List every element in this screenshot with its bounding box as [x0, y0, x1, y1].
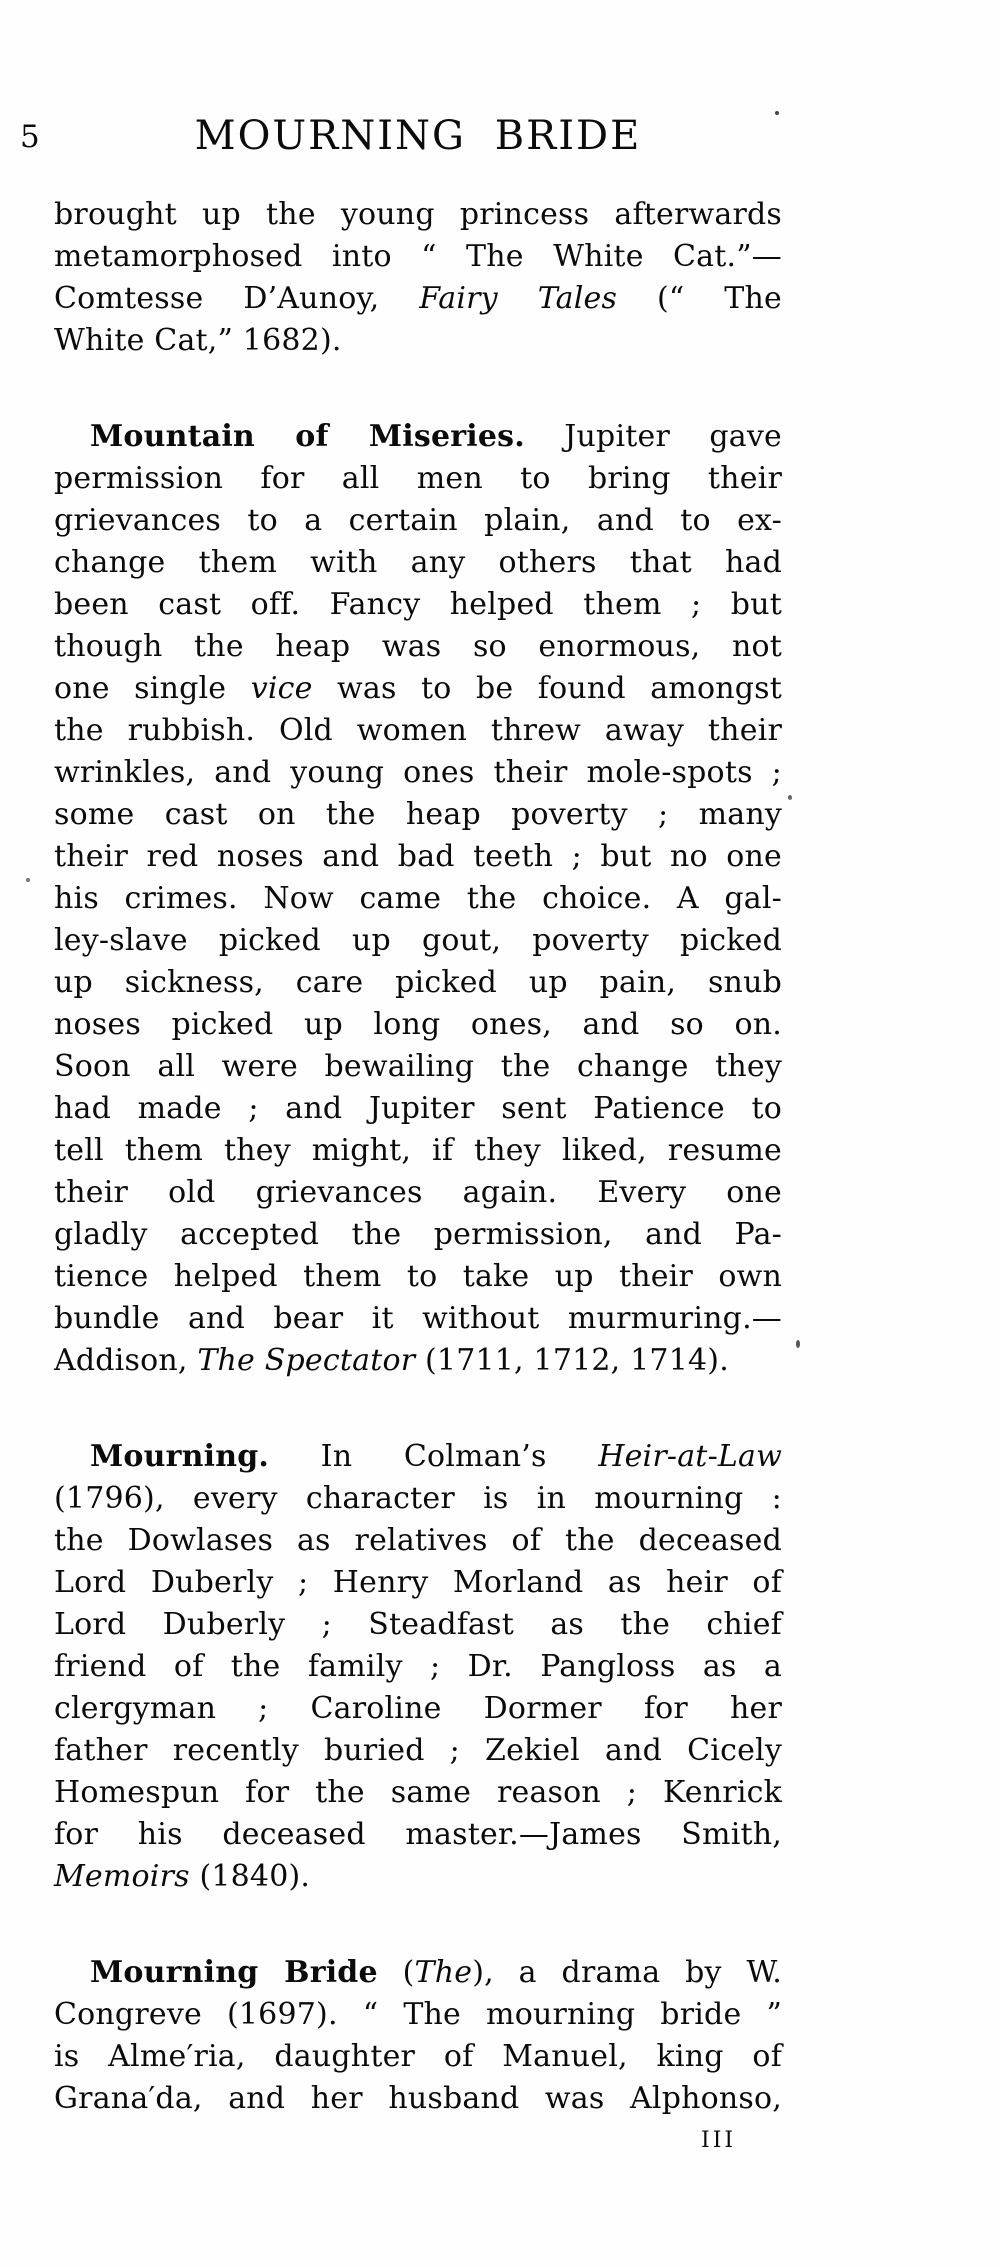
- text-run: Congreve (1697). “ The mourning bride ”: [54, 1997, 782, 2032]
- text-run: been cast off. Fancy helped them ; but: [54, 587, 782, 622]
- text-run: brought up the young princess afterwards: [54, 197, 782, 232]
- text-run: though the heap was so enormous, not: [54, 629, 782, 664]
- text-run: Grana′da, and her husband was Alphonso,: [54, 2081, 782, 2116]
- text-line: [54, 1436, 782, 1478]
- text-run: Addison,: [54, 1343, 198, 1378]
- text-run: (1711, 1712, 1714).: [415, 1343, 729, 1378]
- text-run: had made ; and Jupiter sent Patience to: [54, 1091, 782, 1126]
- text-run: Mountain of Miseries.: [90, 419, 525, 454]
- text-run: bundle and bear it without murmuring.—: [54, 1301, 782, 1336]
- text-line: [54, 1172, 782, 1214]
- text-line: [54, 752, 782, 794]
- text-run: Jupiter gave: [524, 419, 782, 454]
- text-line: [54, 1856, 782, 1898]
- entries: [54, 194, 782, 2120]
- text-run: for his deceased master.—James Smith,: [54, 1817, 782, 1852]
- text-line: [54, 584, 782, 626]
- text-line: [54, 1772, 782, 1814]
- text-line: [54, 416, 782, 458]
- text-line: [54, 668, 782, 710]
- text-run: his crimes. Now came the choice. A gal-: [54, 881, 782, 916]
- scan-speck: [788, 795, 792, 800]
- text-run: gladly accepted the permission, and Pa-: [54, 1217, 782, 1252]
- running-header: MOURNING BRIDE: [194, 113, 642, 159]
- text-run: ley-slave picked up gout, poverty picked: [54, 923, 782, 958]
- text-run: Heir-at-Law: [598, 1439, 782, 1474]
- text-line: [54, 1520, 782, 1562]
- entry-mountain-of-miseries: [54, 416, 782, 1382]
- text-run: Lord Duberly ; Henry Morland as heir of: [54, 1565, 782, 1600]
- text-line: [54, 320, 782, 362]
- text-run: tell them they might, if they liked, resume: [54, 1133, 782, 1168]
- text-run: clergyman ; Caroline Dormer for her: [54, 1691, 782, 1726]
- text-line: [54, 878, 782, 920]
- text-run: is Alme′ria, daughter of Manuel, king of: [54, 2039, 782, 2074]
- page-number: 5: [20, 119, 40, 155]
- text-run: Lord Duberly ; Steadfast as the chief: [54, 1607, 782, 1642]
- text-run: change them with any others that had: [54, 545, 782, 580]
- text-line: [54, 1730, 782, 1772]
- text-run: permission for all men to bring their: [54, 461, 782, 496]
- text-line: [54, 710, 782, 752]
- text-line: [54, 1604, 782, 1646]
- text-line: [54, 542, 782, 584]
- text-line: [54, 2078, 782, 2120]
- text-run: Comtesse D’Aunoy,: [54, 281, 420, 316]
- text-run: In Colman’s: [269, 1439, 599, 1474]
- scan-speck: [775, 111, 779, 115]
- text-line: [54, 1088, 782, 1130]
- text-run: The Spectator: [197, 1343, 416, 1378]
- text-line: [54, 1478, 782, 1520]
- text-line: [54, 1298, 782, 1340]
- scan-speck: [796, 1340, 800, 1348]
- entry-mourning: [54, 1436, 782, 1898]
- text-run: one single: [54, 671, 251, 706]
- text-run: the rubbish. Old women threw away their: [54, 713, 782, 748]
- text-run: noses picked up long ones, and so on.: [54, 1007, 782, 1042]
- text-line: [54, 1646, 782, 1688]
- text-run: was to be found amongst: [312, 671, 782, 706]
- text-run: friend of the family ; Dr. Pangloss as a: [54, 1649, 782, 1684]
- text-run: Fairy Tales: [419, 281, 618, 316]
- scan-speck: [26, 878, 30, 882]
- text-run: vice: [250, 671, 313, 706]
- text-run: (1796), every character is in mourning :: [54, 1481, 782, 1516]
- text-line: [54, 1256, 782, 1298]
- text-line: [54, 1562, 782, 1604]
- text-line: [54, 194, 782, 236]
- text-run: wrinkles, and young ones their mole-spots ;: [54, 755, 782, 790]
- text-line: [54, 794, 782, 836]
- text-run: The: [414, 1955, 473, 1990]
- text-run: Mourning Bride: [90, 1955, 378, 1990]
- text-run: some cast on the heap poverty ; many: [54, 797, 782, 832]
- text-line: [54, 836, 782, 878]
- text-line: [54, 1130, 782, 1172]
- entry-white-cat-continuation: [54, 194, 782, 362]
- entry-mourning-bride: [54, 1952, 782, 2120]
- text-run: Memoirs: [54, 1859, 190, 1894]
- text-run: the Dowlases as relatives of the deceased: [54, 1523, 782, 1558]
- text-run: White Cat,” 1682).: [54, 323, 342, 358]
- text-line: [54, 2036, 782, 2078]
- text-run: Homespun for the same reason ; Kenrick: [54, 1775, 782, 1810]
- text-run: their red noses and bad teeth ; but no one: [54, 839, 782, 874]
- text-run: up sickness, care picked up pain, snub: [54, 965, 782, 1000]
- text-line: [54, 1340, 782, 1382]
- text-line: [54, 278, 782, 320]
- signature-mark: III: [701, 2128, 737, 2153]
- text-run: (“ The: [617, 281, 782, 316]
- text-line: [54, 920, 782, 962]
- text-run: tience helped them to take up their own: [54, 1259, 782, 1294]
- text-line: [54, 1688, 782, 1730]
- text-line: [54, 962, 782, 1004]
- text-run: ), a drama by W.: [472, 1955, 783, 1990]
- text-run: grievances to a certain plain, and to ex-: [54, 503, 782, 538]
- text-line: [54, 1046, 782, 1088]
- text-run: father recently buried ; Zekiel and Cicely: [54, 1733, 782, 1768]
- text-line: [54, 236, 782, 278]
- text-run: metamorphosed into “ The White Cat.”—: [54, 239, 782, 274]
- text-line: [54, 1004, 782, 1046]
- text-run: (1840).: [189, 1859, 311, 1894]
- text-line: [54, 1952, 782, 1994]
- text-line: [54, 1214, 782, 1256]
- text-line: [54, 626, 782, 668]
- text-line: [54, 1814, 782, 1856]
- text-run: (: [377, 1955, 415, 1990]
- text-line: [54, 1994, 782, 2036]
- text-line: [54, 500, 782, 542]
- text-run: Mourning.: [90, 1439, 270, 1474]
- text-run: Soon all were bewailing the change they: [54, 1049, 782, 1084]
- text-line: [54, 458, 782, 500]
- text-run: their old grievances again. Every one: [54, 1175, 782, 1210]
